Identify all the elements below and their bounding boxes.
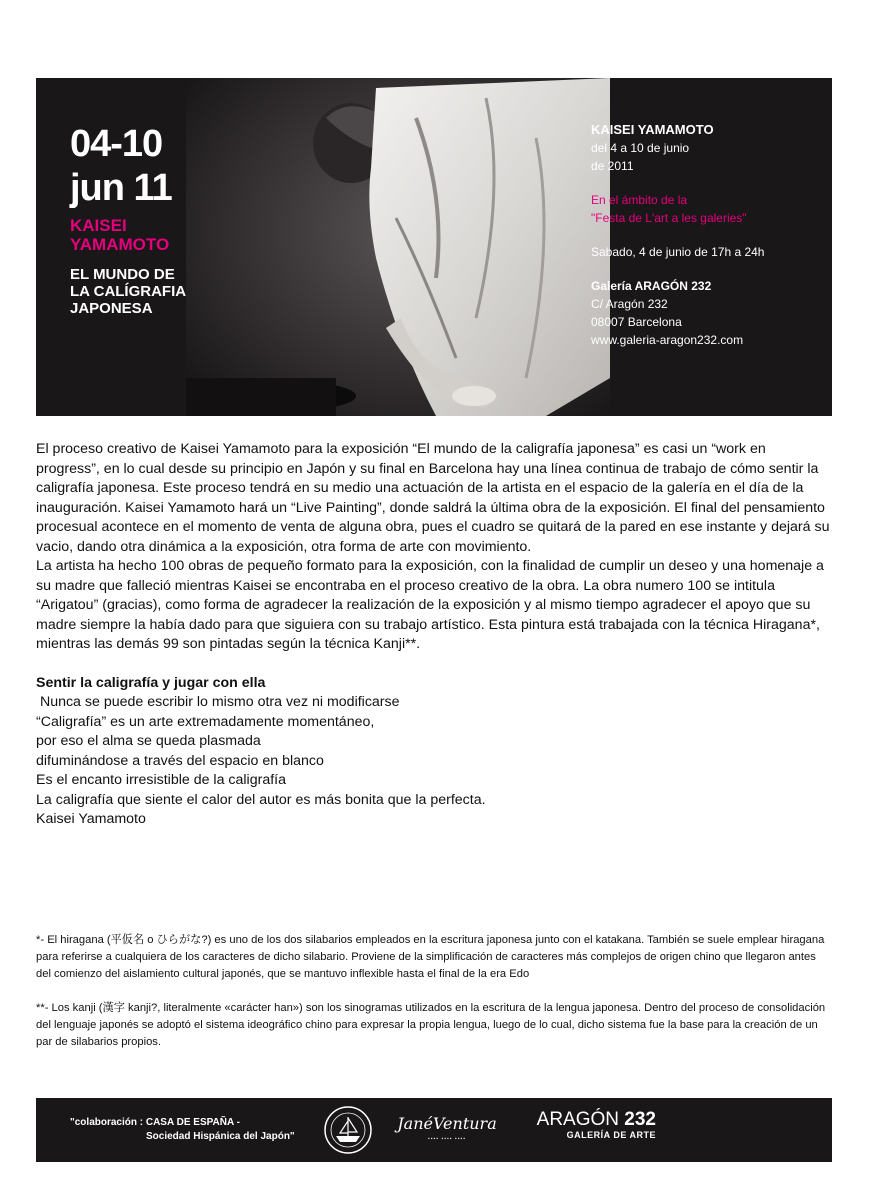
poem-line: Es el encanto irresistible de la caligrafía: [36, 772, 286, 788]
info-block: [591, 121, 827, 349]
footnotes: [36, 932, 832, 1068]
poem-line: La caligrafía que siente el calor del autor es más bonita que la perfecta.: [36, 791, 486, 808]
gallery-logo-number: 232: [624, 1109, 656, 1130]
info-date-line-2: de 2011: [591, 159, 634, 173]
poem-line: “Caligrafía” es un arte extremadamente momentáneo,: [36, 713, 375, 730]
gallery-logo-subtitle: GALERÍA DE ARTE: [566, 1130, 656, 1140]
expo-line-2: LA CALÍGRAFIA: [70, 283, 187, 300]
sponsor-name: JanéVentura: [397, 1114, 497, 1133]
poem: [36, 674, 832, 830]
sponsor-logo: [392, 1114, 502, 1142]
dates-line-1: 04-10: [70, 123, 163, 165]
expo-line-1: EL MUNDO DE: [70, 266, 175, 283]
footer-banner: [36, 1098, 832, 1162]
body-text: [36, 440, 832, 830]
info-city: 08007 Barcelona: [591, 315, 682, 329]
poem-line: Nunca se puede escribir lo mismo otra vez ni modificarse: [36, 694, 400, 710]
poem-title: Sentir la caligrafía y jugar con ella: [36, 674, 266, 691]
dates-line-2: jun 11: [70, 167, 172, 209]
casa-espana-seal-icon: [322, 1104, 374, 1156]
info-artist-name: KAISEI YAMAMOTO: [591, 122, 714, 137]
info-opening: Sabado, 4 de junio de 17h a 24h: [591, 245, 765, 259]
collab-line-1: "colaboración : CASA DE ESPAÑA -: [70, 1117, 240, 1128]
gallery-logo-name: ARAGÓN: [536, 1109, 620, 1130]
exhibition-title: [70, 266, 270, 317]
gallery-logo: [506, 1110, 656, 1141]
sponsor-tagline-mark: ▪▪▪▪ ▪▪▪▪ ▪▪▪▪: [427, 1136, 467, 1142]
body-paragraph-1: El proceso creativo de Kaisei Yamamoto para la exposición “El mundo de la caligrafía japonesa” es casi un “work en progress”, en lo cual desde su principio en Japón y su final en Barcelona hay una línea continua de trabajo de cómo sentir la caligrafía japonesa. Este proceso tendrá en su medio una actuación de la artista en el espacio de la galería en el día de la inauguración. Kaisei Yamamoto hará un “Live Painting”, donde saldrá la última obra de la exposición. El final del pensamiento procesual acontece en el momento de venta de alguna obra, pues el cuadro se quitará de la pared en ese instante y dejará su vacio, dando otra dinámica a la exposición, otra forma de arte con movimiento.: [36, 441, 830, 555]
expo-line-3: JAPONESA: [70, 300, 153, 317]
body-paragraph-2: La artista ha hecho 100 obras de pequeño formato para la exposición, con la finalidad de cumplir un deseo y una homenaje a su madre que falleció mientras Kaisei se encontraba en el proceso creativo de la obra. La obra numero 100 se intitula “Arigatou” (gracias), como forma de agradecer la realización de la exposición y al mismo tiempo agradecer el apoyo que su madre siempre la había dado para que siguiera con su trabajo artístico. Esta pintura está trabajada con la técnica Hiragana*, mientras las demás 99 son pintadas según la técnica Kanji**.: [36, 558, 824, 652]
artist-line-2: YAMAMOTO: [70, 235, 170, 254]
header-banner: [36, 78, 832, 416]
info-gallery-name: Galería ARAGÓN 232: [591, 279, 712, 293]
title-block: [70, 122, 270, 317]
info-website: www.galeria-aragon232.com: [591, 333, 744, 347]
exhibition-dates: [70, 122, 270, 210]
poem-author: Kaisei Yamamoto: [36, 811, 146, 827]
collab-line-2: Sociedad Hispánica del Japón": [146, 1131, 295, 1142]
info-street: C/ Aragón 232: [591, 297, 668, 311]
artist-name: [70, 216, 270, 254]
info-context-line-2: "Festa de L'art a les galeries": [591, 211, 747, 225]
artist-line-1: KAISEI: [70, 216, 127, 235]
poem-line: difuminándose a través del espacio en blanco: [36, 752, 324, 769]
poem-line: por eso el alma se queda plasmada: [36, 733, 261, 749]
collaboration-credit: [70, 1116, 330, 1144]
footnote-hiragana: *- El hiragana (平仮名 o ひらがな?) es uno de los dos silabarios empleados en la escritura japonesa junto con el katakana. También se suele emplear hiragana para referirse a cualquiera de los caracteres de dicho silabario. Proviene de la simplificación de caracteres más complejos de origen chino que llegaron antes del comienzo del aislamiento cultural japonés, que se mantuvo inflexible hasta el final de la era Edo: [36, 934, 825, 980]
footnote-kanji: **- Los kanji (漢字 kanji?, literalmente «carácter han») son los sinogramas utilizados en la escritura de la lengua japonesa. Dentro del proceso de consolidación del lenguaje japonés se adoptó el sistema ideográfico chino para expresar la propia lengua, luego de lo cual, dicho sistema fue la base para la creación de un par de silabarios propios.: [36, 1002, 826, 1048]
info-date-line-1: del 4 a 10 de junio: [591, 141, 690, 155]
info-context-line-1: En el ámbito de la: [591, 193, 688, 207]
